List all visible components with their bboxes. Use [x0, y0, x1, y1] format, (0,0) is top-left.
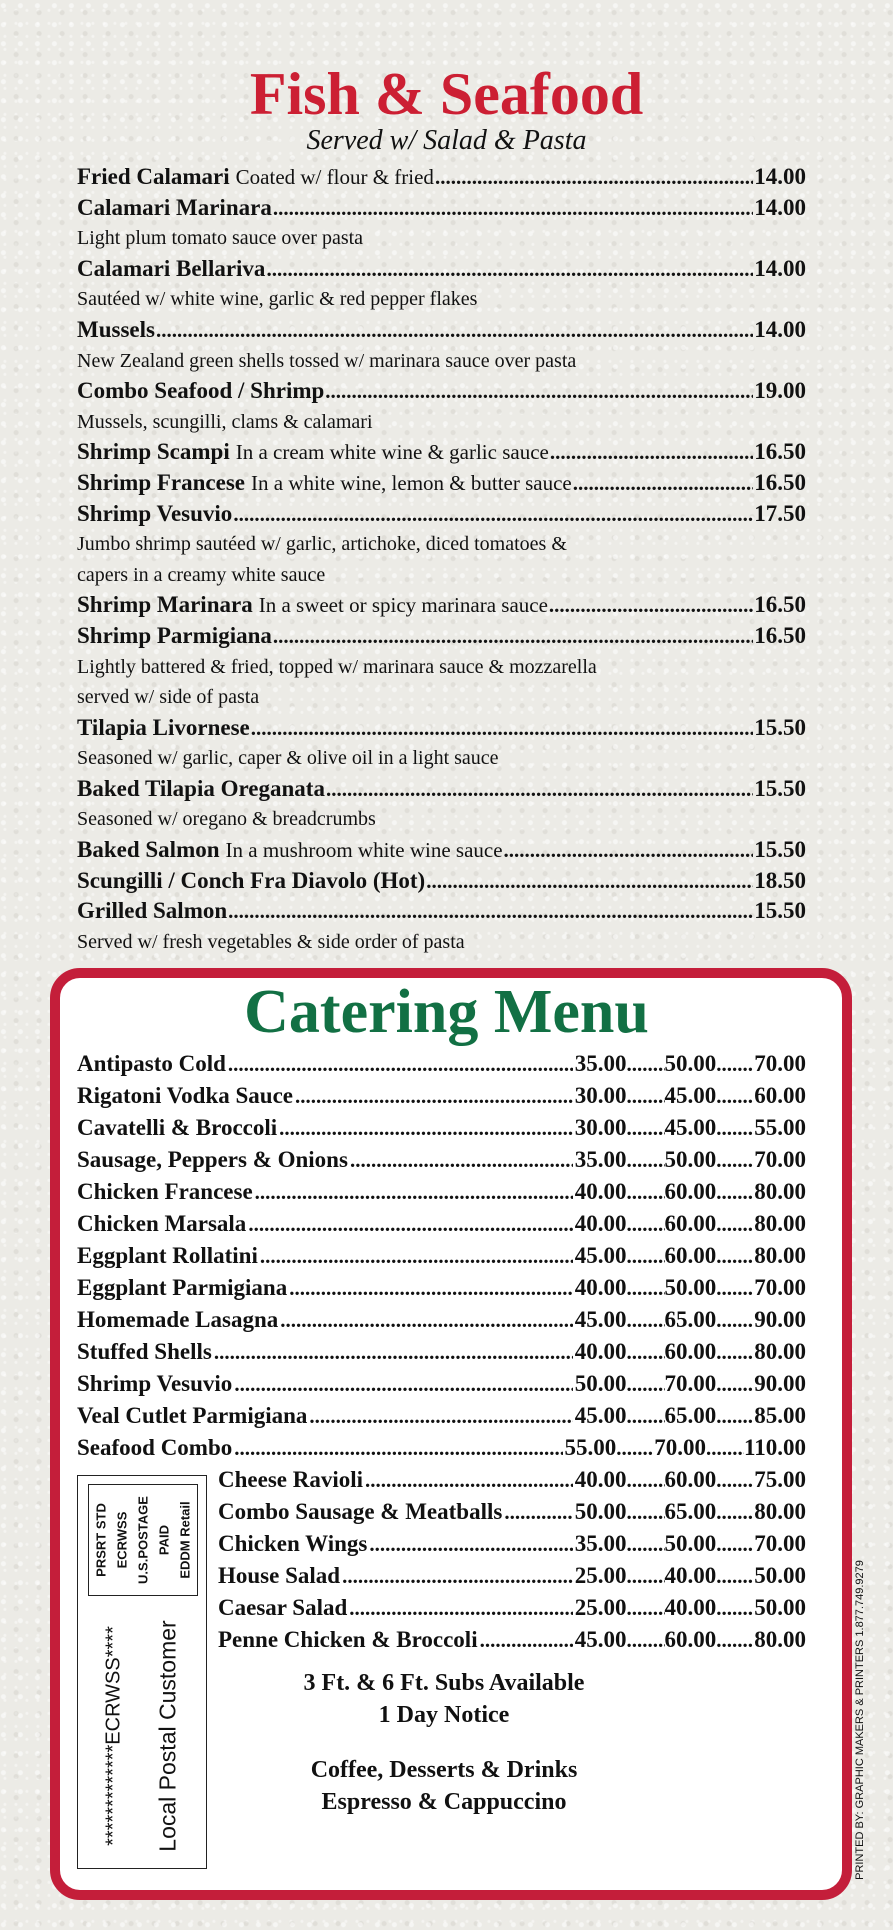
- menu-item-row: [77, 713, 806, 744]
- dot-leader: [326, 774, 753, 805]
- dot-leader: [716, 1560, 754, 1592]
- dot-leader: [627, 1048, 665, 1080]
- catering-price-small: 45.00: [574, 1627, 627, 1652]
- catering-price-medium: 60.00: [664, 1467, 717, 1492]
- item-inline-description: In a cream white wine & garlic sauce: [235, 440, 549, 465]
- item-name: Scungilli / Conch Fra Diavolo (Hot): [77, 867, 426, 893]
- item-name: Shrimp Francese: [77, 469, 246, 495]
- dot-leader: [234, 1368, 572, 1400]
- dot-leader: [234, 1432, 562, 1464]
- item-name: Calamari Bellariva: [77, 255, 266, 281]
- catering-item-name: Shrimp Vesuvio: [77, 1371, 233, 1396]
- item-price: 16.50: [754, 469, 806, 495]
- catering-price-large: 80.00: [754, 1243, 806, 1268]
- catering-item-row: [218, 1496, 806, 1528]
- menu-item-row: [77, 254, 806, 285]
- item-price: 14.00: [754, 316, 806, 342]
- dot-leader: [504, 1496, 572, 1528]
- catering-item-row: [77, 1272, 806, 1304]
- item-description: Mussels, scungilli, clams & calamari: [77, 410, 373, 433]
- catering-price-small: 50.00: [574, 1371, 627, 1396]
- item-description: New Zealand green shells tossed w/ marinara sauce over pasta: [77, 349, 577, 372]
- dot-leader: [627, 1560, 665, 1592]
- item-price: 15.50: [754, 898, 806, 924]
- menu-item-row: [77, 315, 806, 346]
- catering-price-small: 40.00: [574, 1339, 627, 1364]
- catering-item-row: [77, 1080, 806, 1112]
- local-postal-customer: Local Postal Customer: [154, 1620, 181, 1852]
- item-price: 14.00: [754, 164, 806, 189]
- dot-leader: [716, 1464, 754, 1496]
- item-inline-description: In a white wine, lemon & butter sauce: [251, 470, 572, 495]
- catering-price-large: 80.00: [754, 1179, 806, 1204]
- menu-item-row: [77, 590, 806, 621]
- dot-leader: [260, 1240, 573, 1272]
- subs-note: [218, 1667, 670, 1731]
- catering-price-large: 85.00: [754, 1403, 806, 1428]
- catering-price-small: 25.00: [574, 1563, 627, 1588]
- dot-leader: [716, 1144, 754, 1176]
- catering-price-large: 50.00: [754, 1563, 806, 1588]
- postal-indicia: [77, 1475, 207, 1869]
- menu-item-row: [77, 896, 806, 927]
- catering-item-name: House Salad: [218, 1563, 341, 1588]
- catering-price-small: 40.00: [574, 1275, 627, 1300]
- dot-leader: [214, 1336, 573, 1368]
- catering-item-row: [77, 1304, 806, 1336]
- dot-leader: [716, 1368, 754, 1400]
- catering-price-medium: 50.00: [664, 1275, 717, 1300]
- catering-item-name: Rigatoni Vodka Sauce: [77, 1083, 294, 1108]
- catering-price-medium: 60.00: [664, 1243, 717, 1268]
- catering-price-large: 80.00: [754, 1499, 806, 1524]
- catering-item-name: Cavatelli & Broccoli: [77, 1115, 278, 1140]
- dot-leader: [716, 1272, 754, 1304]
- dot-leader: [350, 1144, 573, 1176]
- dot-leader: [156, 315, 753, 346]
- drinks-note-line2: Espresso & Cappuccino: [321, 1789, 567, 1815]
- item-name: Calamari Marinara: [77, 194, 272, 220]
- catering-item-name: Antipasto Cold: [77, 1051, 226, 1076]
- catering-price-medium: 65.00: [664, 1499, 717, 1524]
- permit-line: PAID: [156, 1524, 172, 1556]
- item-name: Shrimp Marinara: [77, 592, 253, 618]
- item-name: Shrimp Parmigiana: [77, 622, 272, 648]
- item-price: 16.50: [754, 592, 806, 618]
- catering-item-row: [77, 1336, 806, 1368]
- item-inline-description: In a mushroom white wine sauce: [225, 838, 503, 863]
- dot-leader: [627, 1464, 665, 1496]
- dot-leader: [233, 499, 753, 530]
- catering-price-small: 30.00: [574, 1115, 627, 1140]
- dot-leader: [716, 1080, 754, 1112]
- item-description: Seasoned w/ oregano & breadcrumbs: [77, 808, 376, 831]
- catering-price-small: 30.00: [574, 1083, 627, 1108]
- catering-item-name: Seafood Combo: [77, 1435, 233, 1460]
- catering-price-large: 90.00: [754, 1371, 806, 1396]
- catering-item-name: Stuffed Shells: [77, 1339, 212, 1364]
- dot-leader: [716, 1624, 754, 1656]
- menu-item-row: [77, 468, 806, 499]
- catering-title: Catering Menu: [244, 978, 649, 1046]
- catering-price-large: 80.00: [754, 1627, 806, 1652]
- item-description: Light plum tomato sauce over pasta: [77, 227, 364, 250]
- catering-price-small: 35.00: [574, 1531, 627, 1556]
- item-description: Served w/ fresh vegetables & side order of pasta: [77, 930, 465, 953]
- catering-item-row: [77, 1208, 806, 1240]
- menu-item-row: [77, 499, 806, 530]
- permit-line: U.S.POSTAGE: [135, 1496, 151, 1584]
- permit-line: ECRWSS: [114, 1511, 130, 1569]
- catering-price-large: 70.00: [754, 1051, 806, 1076]
- dot-leader: [480, 1624, 573, 1656]
- dot-leader: [279, 1112, 573, 1144]
- dot-leader: [627, 1528, 665, 1560]
- dot-leader: [627, 1592, 665, 1624]
- dot-leader: [716, 1528, 754, 1560]
- catering-price-medium: 40.00: [664, 1595, 717, 1620]
- dot-leader: [435, 162, 753, 193]
- drinks-note-line1: Coffee, Desserts & Drinks: [310, 1757, 578, 1783]
- dot-leader: [365, 1464, 573, 1496]
- catering-item-name: Chicken Wings: [218, 1531, 368, 1556]
- menu-item-row: [77, 621, 806, 652]
- item-price: 17.50: [754, 500, 806, 526]
- catering-price-medium: 50.00: [664, 1531, 717, 1556]
- dot-leader: [273, 621, 753, 652]
- dot-leader: [627, 1112, 665, 1144]
- dot-leader: [716, 1592, 754, 1624]
- catering-price-large: 70.00: [754, 1147, 806, 1172]
- menu-item-row: [77, 774, 806, 805]
- dot-leader: [627, 1624, 665, 1656]
- dot-leader: [716, 1496, 754, 1528]
- dot-leader: [627, 1368, 665, 1400]
- dot-leader: [627, 1208, 665, 1240]
- item-inline-description: Coated w/ flour & fried: [235, 165, 434, 189]
- item-name: Shrimp Vesuvio: [77, 500, 233, 526]
- dot-leader: [573, 468, 754, 499]
- dot-leader: [716, 1176, 754, 1208]
- dot-leader: [716, 1304, 754, 1336]
- fish-seafood-title: Fish & Seafood: [249, 61, 644, 127]
- catering-price-medium: 45.00: [664, 1115, 717, 1140]
- dot-leader: [627, 1272, 665, 1304]
- item-name: Grilled Salmon: [77, 898, 228, 924]
- catering-price-small: 45.00: [574, 1403, 627, 1428]
- catering-item-row: [77, 1368, 806, 1400]
- dot-leader: [369, 1528, 572, 1560]
- item-description: Jumbo shrimp sautéed w/ garlic, artichoke, diced tomatoes &: [77, 533, 567, 556]
- item-description: capers in a creamy white sauce: [77, 563, 326, 586]
- dot-leader: [273, 193, 753, 224]
- catering-price-small: 40.00: [574, 1179, 627, 1204]
- catering-item-row: [77, 1432, 806, 1464]
- catering-price-medium: 65.00: [664, 1403, 717, 1428]
- item-name: Combo Seafood / Shrimp: [77, 378, 325, 404]
- catering-item-name: Penne Chicken & Broccoli: [218, 1627, 478, 1652]
- catering-price-large: 110.00: [744, 1435, 806, 1460]
- catering-price-medium: 60.00: [664, 1179, 717, 1204]
- catering-price-small: 40.00: [574, 1467, 627, 1492]
- catering-price-small: 40.00: [574, 1211, 627, 1236]
- catering-price-small: 25.00: [574, 1595, 627, 1620]
- dot-leader: [549, 590, 753, 621]
- catering-price-large: 60.00: [754, 1083, 806, 1108]
- catering-price-medium: 45.00: [664, 1083, 717, 1108]
- menu-item-row: [77, 866, 806, 897]
- dot-leader: [251, 713, 754, 744]
- dot-leader: [716, 1112, 754, 1144]
- catering-price-large: 90.00: [754, 1307, 806, 1332]
- fish-seafood-subtitle: Served w/ Salad & Pasta: [306, 125, 587, 156]
- catering-item-name: Sausage, Peppers & Onions: [77, 1147, 348, 1172]
- catering-item-row: [77, 1144, 806, 1176]
- dot-leader: [627, 1080, 665, 1112]
- catering-price-large: 70.00: [754, 1275, 806, 1300]
- catering-item-name: Veal Cutlet Parmigiana: [77, 1403, 308, 1428]
- item-price: 15.50: [754, 775, 806, 801]
- dot-leader: [342, 1560, 573, 1592]
- item-description: Lightly battered & fried, topped w/ marinara sauce & mozzarella: [77, 655, 597, 678]
- item-price: 16.50: [754, 622, 806, 648]
- catering-item-name: Eggplant Parmigiana: [77, 1275, 288, 1300]
- catering-price-small: 45.00: [574, 1243, 627, 1268]
- catering-item-name: Homemade Lasagna: [77, 1307, 279, 1332]
- dot-leader: [280, 1304, 573, 1336]
- item-name: Baked Salmon: [77, 837, 220, 863]
- dot-leader: [627, 1336, 665, 1368]
- catering-price-medium: 60.00: [664, 1211, 717, 1236]
- dot-leader: [716, 1048, 754, 1080]
- ecrwss-line: *************ECRWSS****: [102, 1626, 125, 1846]
- subs-note-line1: 3 Ft. & 6 Ft. Subs Available: [303, 1670, 585, 1696]
- catering-item-row: [218, 1528, 806, 1560]
- menu-item-row: [77, 376, 806, 407]
- postage-permit-box: [88, 1484, 198, 1596]
- dot-leader: [627, 1400, 665, 1432]
- catering-price-large: 75.00: [754, 1467, 806, 1492]
- catering-price-small: 55.00: [564, 1435, 617, 1460]
- menu-item-row: [77, 835, 806, 866]
- catering-item-row: [77, 1048, 806, 1080]
- item-price: 14.00: [754, 255, 806, 281]
- catering-menu-list: [77, 1048, 806, 1464]
- item-price: 19.00: [754, 378, 806, 404]
- catering-item-name: Chicken Francese: [77, 1179, 253, 1204]
- catering-item-name: Cheese Ravioli: [218, 1467, 364, 1492]
- dot-leader: [325, 376, 753, 407]
- dot-leader: [627, 1240, 665, 1272]
- menu-item-row: [77, 193, 806, 224]
- catering-item-row: [218, 1624, 806, 1656]
- catering-price-small: 35.00: [574, 1051, 627, 1076]
- catering-price-medium: 60.00: [664, 1627, 717, 1652]
- item-name: Baked Tilapia Oreganata: [77, 775, 325, 801]
- dot-leader: [309, 1400, 572, 1432]
- subs-note-line2: 1 Day Notice: [378, 1702, 510, 1728]
- catering-price-medium: 70.00: [654, 1435, 707, 1460]
- catering-item-name: Eggplant Rollatini: [77, 1243, 258, 1268]
- permit-line: PRSRT STD: [93, 1503, 109, 1577]
- postage-permit-text: [91, 1485, 196, 1595]
- catering-price-small: 50.00: [574, 1499, 627, 1524]
- catering-price-large: 50.00: [754, 1595, 806, 1620]
- dot-leader: [228, 1048, 573, 1080]
- catering-price-large: 55.00: [754, 1115, 806, 1140]
- catering-price-small: 35.00: [574, 1147, 627, 1172]
- dot-leader: [627, 1176, 665, 1208]
- catering-price-large: 80.00: [754, 1211, 806, 1236]
- printed-by-credit: PRINTED BY: GRAPHIC MAKERS & PRINTERS 1.877.749.9279: [854, 1560, 866, 1880]
- menu-item-row: [77, 437, 806, 468]
- dot-leader: [716, 1208, 754, 1240]
- catering-item-name: Caesar Salad: [218, 1595, 348, 1620]
- catering-item-row: [218, 1592, 806, 1624]
- catering-menu-list-lower: [218, 1464, 806, 1656]
- catering-price-medium: 70.00: [664, 1371, 717, 1396]
- catering-price-medium: 60.00: [664, 1339, 717, 1364]
- dot-leader: [716, 1240, 754, 1272]
- dot-leader: [706, 1432, 744, 1464]
- catering-item-row: [77, 1240, 806, 1272]
- dot-leader: [266, 254, 753, 285]
- dot-leader: [616, 1432, 654, 1464]
- dot-leader: [550, 437, 753, 468]
- item-price: 16.50: [754, 439, 806, 465]
- item-name: Tilapia Livornese: [77, 714, 250, 740]
- dot-leader: [716, 1336, 754, 1368]
- catering-item-name: Combo Sausage & Meatballs: [218, 1499, 503, 1524]
- dot-leader: [289, 1272, 573, 1304]
- drinks-note: [218, 1754, 670, 1818]
- catering-price-medium: 50.00: [664, 1147, 717, 1172]
- dot-leader: [627, 1144, 665, 1176]
- catering-item-row: [77, 1176, 806, 1208]
- catering-item-row: [77, 1400, 806, 1432]
- dot-leader: [504, 835, 754, 866]
- catering-price-large: 70.00: [754, 1531, 806, 1556]
- catering-price-medium: 65.00: [664, 1307, 717, 1332]
- catering-item-row: [218, 1560, 806, 1592]
- dot-leader: [255, 1176, 573, 1208]
- catering-price-large: 80.00: [754, 1339, 806, 1364]
- item-price: 15.50: [754, 714, 806, 740]
- dot-leader: [426, 866, 753, 897]
- item-name: Shrimp Scampi: [77, 439, 230, 465]
- fish-menu-list: [77, 162, 806, 957]
- catering-item-name: Chicken Marsala: [77, 1211, 247, 1236]
- item-price: 15.50: [754, 837, 806, 863]
- catering-price-medium: 40.00: [664, 1563, 717, 1588]
- item-inline-description: In a sweet or spicy marinara sauce: [258, 593, 548, 618]
- dot-leader: [627, 1304, 665, 1336]
- permit-line: EDDM Retail: [177, 1501, 193, 1579]
- dot-leader: [627, 1496, 665, 1528]
- dot-leader: [295, 1080, 573, 1112]
- item-price: 18.50: [754, 867, 806, 893]
- item-name: Fried Calamari: [77, 164, 230, 189]
- dot-leader: [228, 896, 753, 927]
- dot-leader: [716, 1400, 754, 1432]
- catering-price-medium: 50.00: [664, 1051, 717, 1076]
- item-description: served w/ side of pasta: [77, 686, 260, 709]
- dot-leader: [349, 1592, 572, 1624]
- menu-item-row: [77, 162, 806, 193]
- item-description: Sautéed w/ white wine, garlic & red pepper flakes: [77, 288, 478, 311]
- dot-leader: [248, 1208, 572, 1240]
- item-description: Seasoned w/ garlic, caper & olive oil in a light sauce: [77, 747, 499, 770]
- catering-item-row: [218, 1464, 806, 1496]
- item-name: Mussels: [77, 316, 155, 342]
- catering-item-row: [77, 1112, 806, 1144]
- item-price: 14.00: [754, 194, 806, 220]
- catering-price-small: 45.00: [574, 1307, 627, 1332]
